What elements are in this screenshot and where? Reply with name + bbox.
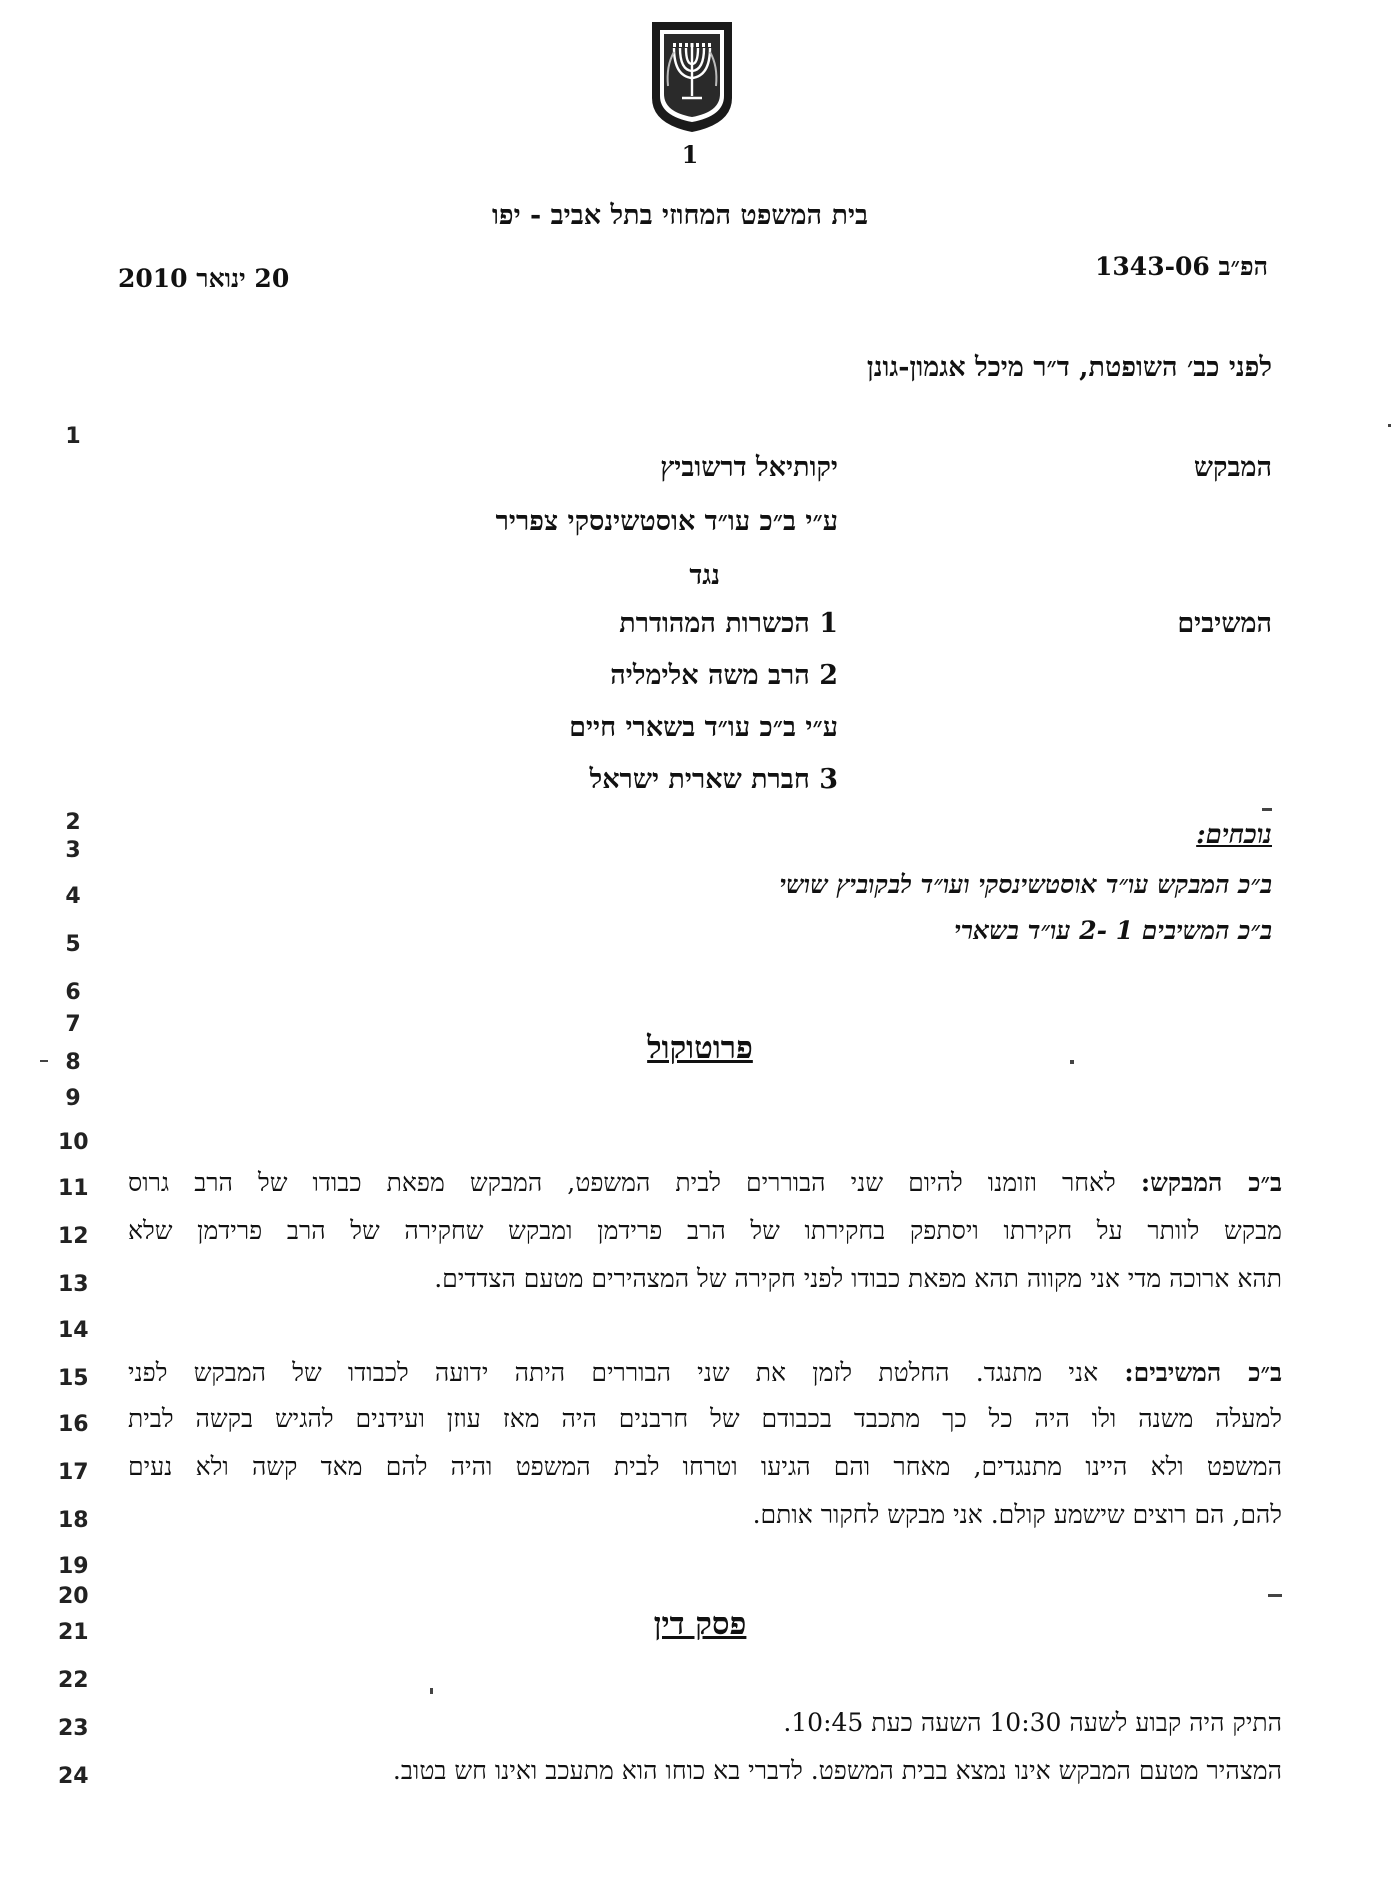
- present-heading: נוכחים:: [1196, 820, 1272, 850]
- line-number: 6: [65, 980, 81, 1005]
- judgment-title: פסק דין: [653, 1606, 747, 1642]
- line-number: 18: [58, 1508, 89, 1533]
- line-number: 17: [58, 1460, 89, 1485]
- scan-speck: [1262, 808, 1272, 811]
- respondent-counsel: ע״י ב״כ עו״ד בשארי חיים: [569, 712, 838, 743]
- applicant-speaker: ב״כ המבקש:: [1140, 1168, 1282, 1197]
- versus-label: נגד: [689, 560, 720, 591]
- respondent-3: 3 חברת שארית ישראל: [589, 764, 838, 795]
- line-number: 10: [58, 1130, 89, 1155]
- line-number: 24: [58, 1764, 89, 1789]
- line-number: 20: [58, 1584, 89, 1609]
- present-line-1: ב״כ המבקש עו״ד אוסטשינסקי ועו״ד לבקוביץ שושי: [779, 870, 1272, 899]
- page-number: 1: [681, 140, 699, 169]
- respondents-label: המשיבים: [1177, 608, 1272, 639]
- line-number: 2: [65, 810, 81, 835]
- scan-speck: [1070, 1060, 1074, 1064]
- line-number: 13: [58, 1272, 89, 1297]
- respondent-2: 2 הרב משה אלימליה: [610, 660, 838, 691]
- respondents-speaker: ב״כ המשיבים:: [1124, 1358, 1282, 1387]
- line-number: 22: [58, 1668, 89, 1693]
- line-number: 11: [58, 1176, 89, 1201]
- applicant-statement-line-1: [128, 1168, 1282, 1198]
- judge-line: לפני כב׳ השופטת, ד״ר מיכל אגמון-גונן: [866, 352, 1272, 383]
- present-line-2: ב״כ המשיבים 1 -2 עו״ד בשארי: [954, 916, 1272, 945]
- applicant-name: יקותיאל דרשוביץ: [660, 452, 838, 483]
- judgment-line-1: התיק היה קבוע לשעה 10:30 השעה כעת 10:45.: [783, 1708, 1282, 1737]
- respondents-statement-line-3: המשפט ולא היינו מתנגדים, מאחר והם הגיעו וטרחו לבית המשפט והיה להם מאד קשה ולא נעים: [128, 1452, 1282, 1481]
- court-name: בית המשפט המחוזי בתל אביב - יפו: [491, 200, 869, 231]
- scan-speck: [40, 1060, 48, 1062]
- applicant-label: המבקש: [1193, 452, 1272, 483]
- respondents-statement-line-4: להם, הם רוצים שישמע קולם. אני מבקש לחקור אותם.: [752, 1500, 1282, 1529]
- line-number: 7: [65, 1012, 81, 1037]
- state-emblem-icon: [644, 16, 740, 136]
- respondents-statement-line-2: למעלה משנה ולו היה כל כך מתכבד בכבודם של חרבנים היה מאז עוזן ועידנים להגיש בקשה לבית: [128, 1404, 1282, 1433]
- applicant-text-1: לאחר וזומנו להיום שני הבוררים לבית המשפט, המבקש מפאת כבודו של הרב גרוס: [128, 1168, 1116, 1197]
- respondents-statement-line-1: [128, 1358, 1282, 1388]
- line-number: 16: [58, 1412, 89, 1437]
- line-number: 1: [65, 424, 81, 449]
- judgment-line-2: המצהיר מטעם המבקש אינו נמצא בבית המשפט. לדברי בא כוחו הוא מתעכב ואינו חש בטוב.: [392, 1756, 1282, 1785]
- scan-speck: [1268, 1594, 1282, 1597]
- line-number: 12: [58, 1224, 89, 1249]
- protocol-title: פרוטוקול: [647, 1030, 753, 1066]
- line-number: 9: [65, 1086, 81, 1111]
- line-number: 5: [65, 932, 81, 957]
- line-number: 21: [58, 1620, 89, 1645]
- applicant-counsel: ע״י ב״כ עו״ד אוסטשינסקי צפריר: [495, 506, 838, 537]
- line-number: 19: [58, 1554, 89, 1579]
- respondents-text-1: אני מתנגד. החלטת לזמן את שני הבוררים היתה ידועה לכבודו של המבקש לפני: [128, 1358, 1099, 1387]
- applicant-statement-line-3: תהא ארוכה מדי אני מקווה תהא מפאת כבודו לפני חקירה של המצהירים מטעם הצדדים.: [434, 1264, 1282, 1293]
- applicant-statement-line-2: מבקש לוותר על חקירתו ויסתפק בחקירתו של הרב פרידמן ומבקש שחקירה של הרב פרידמן שלא: [128, 1216, 1282, 1245]
- line-number: 3: [65, 838, 81, 863]
- line-number: 15: [58, 1366, 89, 1391]
- case-number: הפ״ב 1343-06: [1095, 252, 1268, 281]
- line-number: 8: [65, 1050, 81, 1075]
- line-number: 14: [58, 1318, 89, 1343]
- hearing-date: 20 ינואר 2010: [118, 264, 290, 293]
- scan-speck: [1388, 424, 1391, 427]
- line-number: 4: [65, 884, 81, 909]
- scan-speck: [430, 1688, 433, 1694]
- respondent-1: 1 הכשרות המהודרת: [619, 608, 838, 639]
- line-number: 23: [58, 1716, 89, 1741]
